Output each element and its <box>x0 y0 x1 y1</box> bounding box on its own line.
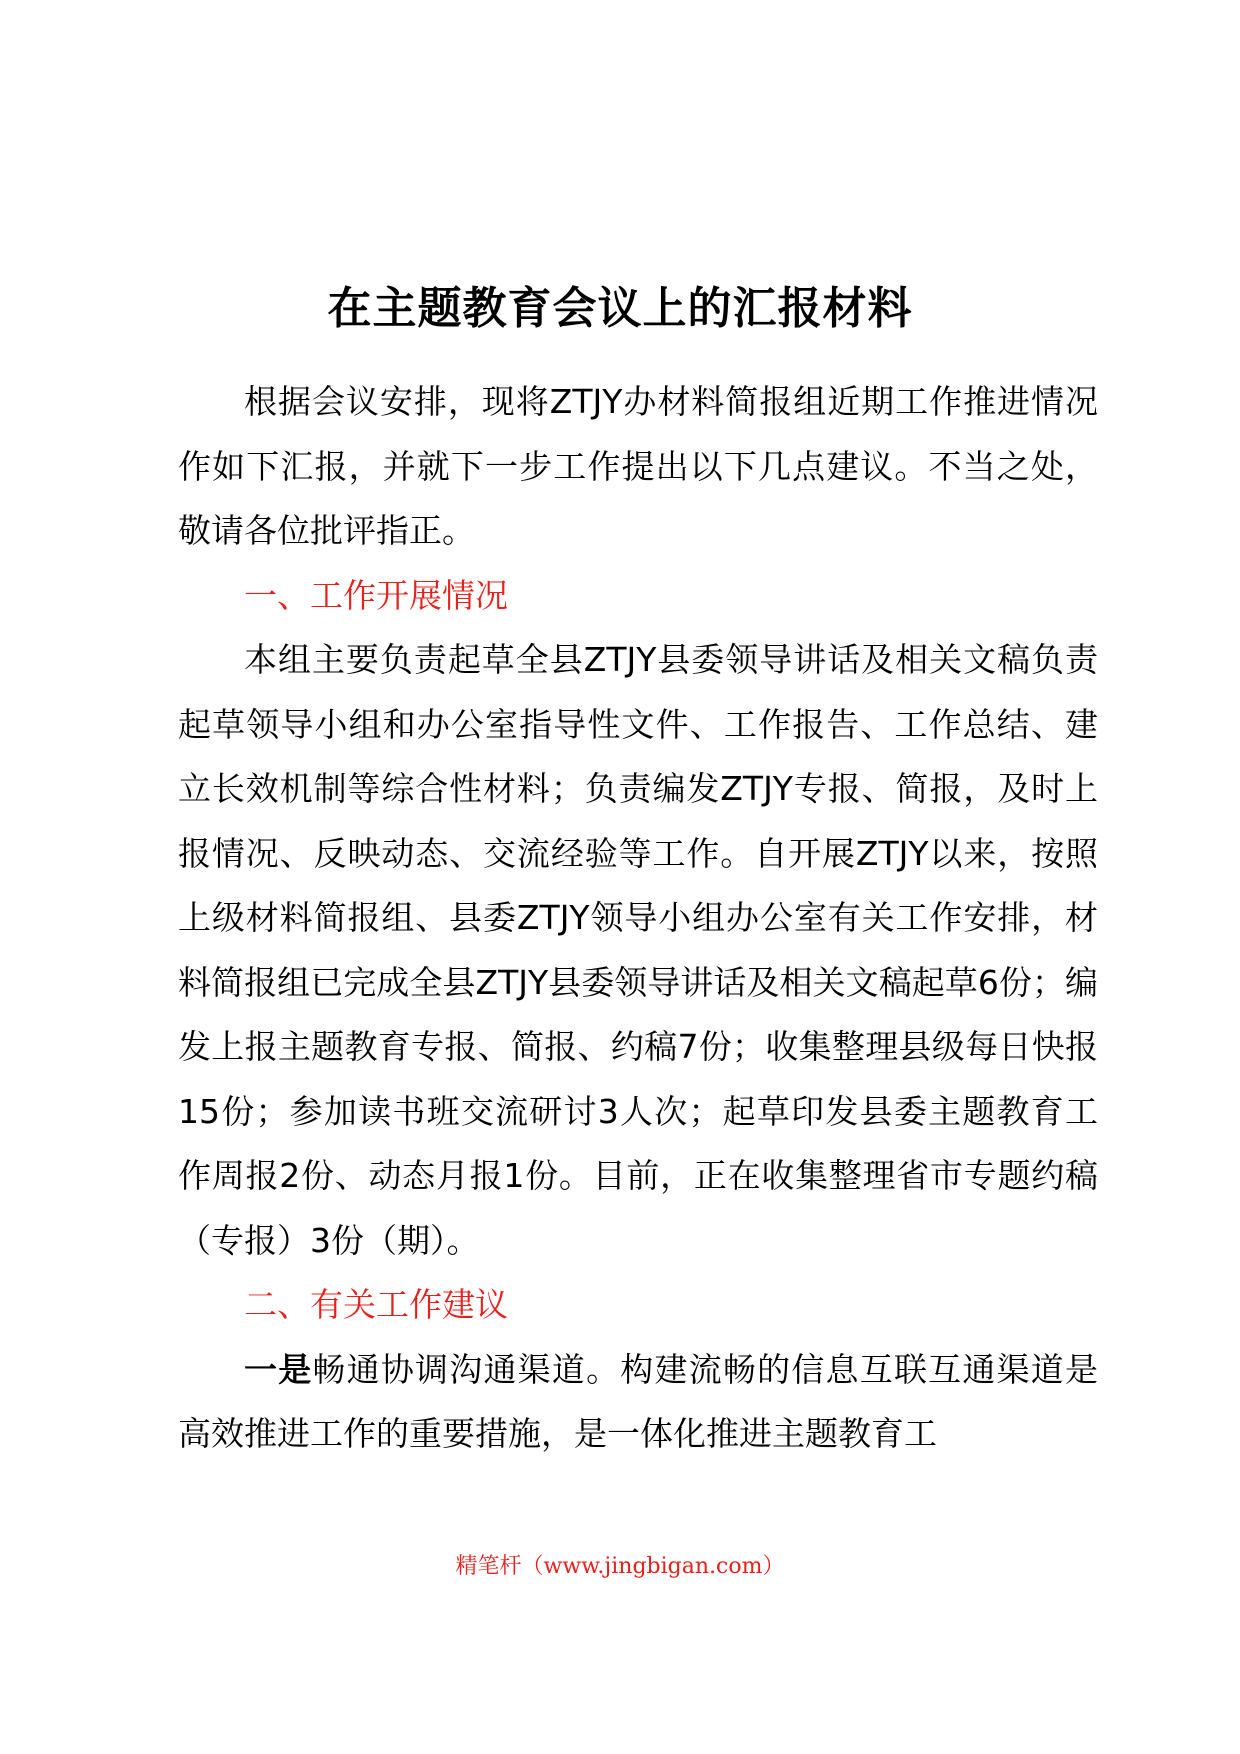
section-heading-suggestions: 二、有关工作建议 <box>244 1285 508 1324</box>
suggestion-item-1-text: 畅通协调沟通渠道。构建流畅的信息互联互通渠道是高效推进工作的重要措施，是一体化推进主题教育工 <box>178 1349 1099 1453</box>
document-body <box>178 370 1098 1467</box>
document-title: 在主题教育会议上的汇报材料 <box>327 283 913 334</box>
section-work-progress-paragraph: 本组主要负责起草全县ZTJY县委领导讲话及相关文稿负责起草领导小组和办公室指导性文件、工作报告、工作总结、建立长效机制等综合性材料；负责编发ZTJY专报、简报，及时上报情况、反映动态、交流经验等工作。自开展ZTJY以来，按照上级材料简报组、县委ZTJY领导小组办公室有关工作安排，材料简报组已完成全县ZTJY县委领导讲话及相关文稿起草6份；编发上报主题教育专报、简报、约稿7份；收集整理县级每日快报15份；参加读书班交流研讨3人次；起草印发县委主题教育工作周报2份、动态月报1份。目前，正在收集整理省市专题约稿（专报）3份（期）。 <box>178 640 1098 1260</box>
suggestion-item-1-lead: 一是 <box>244 1349 313 1389</box>
intro-paragraph: 根据会议安排，现将ZTJY办材料简报组近期工作推进情况作如下汇报，并就下一步工作提出以下几点建议。不当之处，敬请各位批评指正。 <box>178 382 1098 550</box>
footer-watermark: 精笔杆（www.jingbigan.com） <box>455 1554 785 1579</box>
suggestion-item-1 <box>178 1338 1098 1467</box>
section-heading-work-progress: 一、工作开展情况 <box>244 575 508 615</box>
